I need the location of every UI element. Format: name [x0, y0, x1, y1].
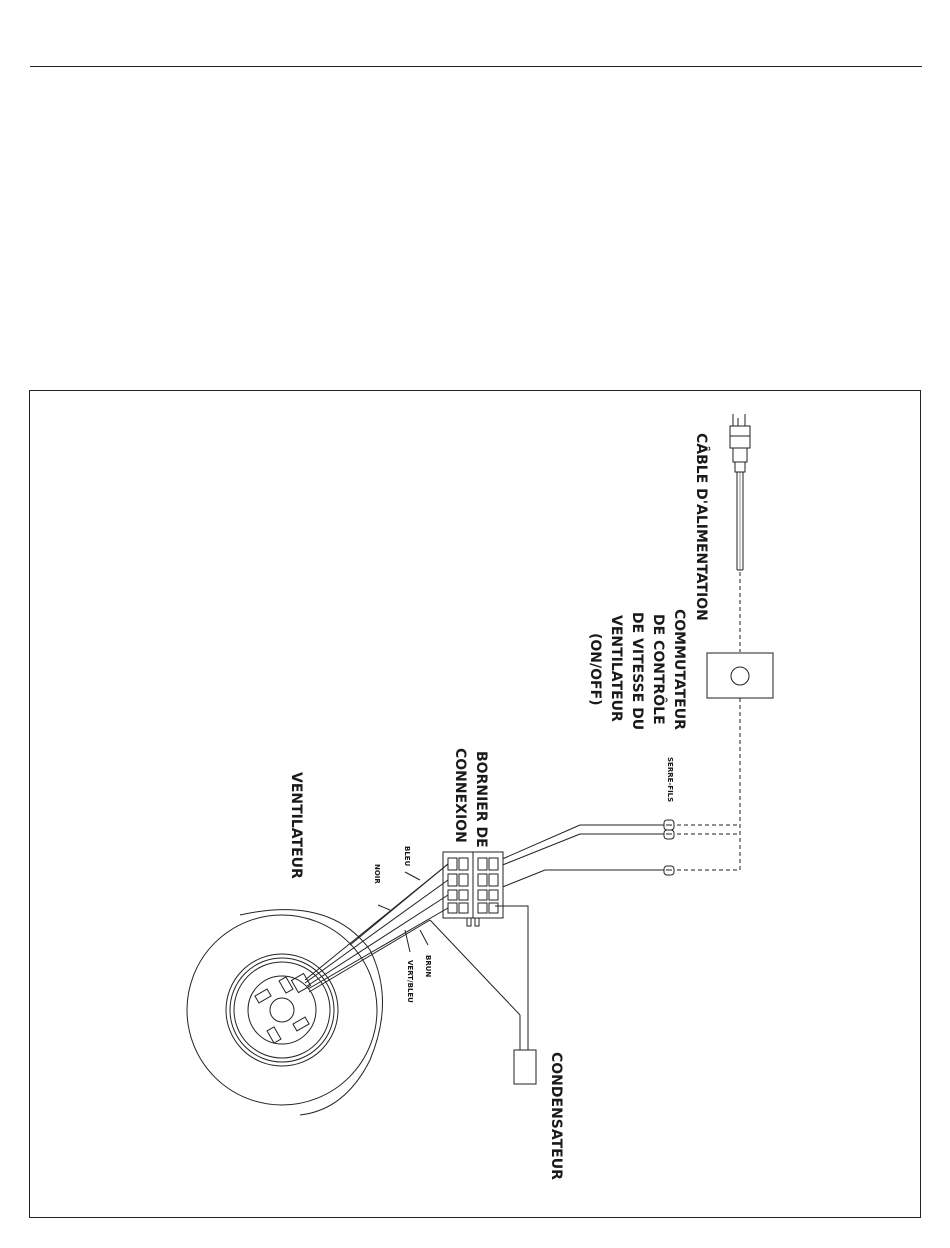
- terminal-block-label-line-2: CONNEXION: [452, 748, 468, 843]
- speed-control-switch: [707, 653, 773, 698]
- switch-label-line-2: DE CONTRÔLE: [650, 614, 666, 725]
- wire-label-green-blue: VERT/BLEU: [406, 960, 414, 1003]
- wire-nuts: [664, 820, 674, 875]
- supply-wires: [500, 825, 664, 888]
- capacitor-wires: [430, 906, 528, 1052]
- wire-label-blue: BLEU: [403, 846, 411, 867]
- power-cable-label: CÂBLE D'ALIMENTATION: [693, 433, 709, 621]
- switch-label: [587, 609, 687, 730]
- switch-label-line-3: DE VITESSE DU: [629, 612, 645, 731]
- power-cable-plug: [730, 414, 750, 570]
- wire-label-brown: BRUN: [424, 955, 432, 978]
- wire-nuts-label: SERRE-FILS: [666, 757, 674, 803]
- fan-label: VENTILATEUR: [288, 772, 304, 879]
- terminal-block-label-line-1: BORNIER DE: [473, 751, 489, 848]
- switch-label-line-1: COMMUTATEUR: [671, 609, 687, 730]
- switch-label-line-5: (ON/OFF): [587, 633, 603, 706]
- wire-label-black: NOIR: [373, 864, 381, 884]
- switch-label-line-4: VENTILATEUR: [608, 615, 624, 722]
- terminal-block-label: [452, 748, 489, 848]
- capacitor-label: CONDENSATEUR: [548, 1052, 564, 1180]
- capacitor: [514, 1050, 536, 1084]
- terminal-block: [443, 852, 503, 926]
